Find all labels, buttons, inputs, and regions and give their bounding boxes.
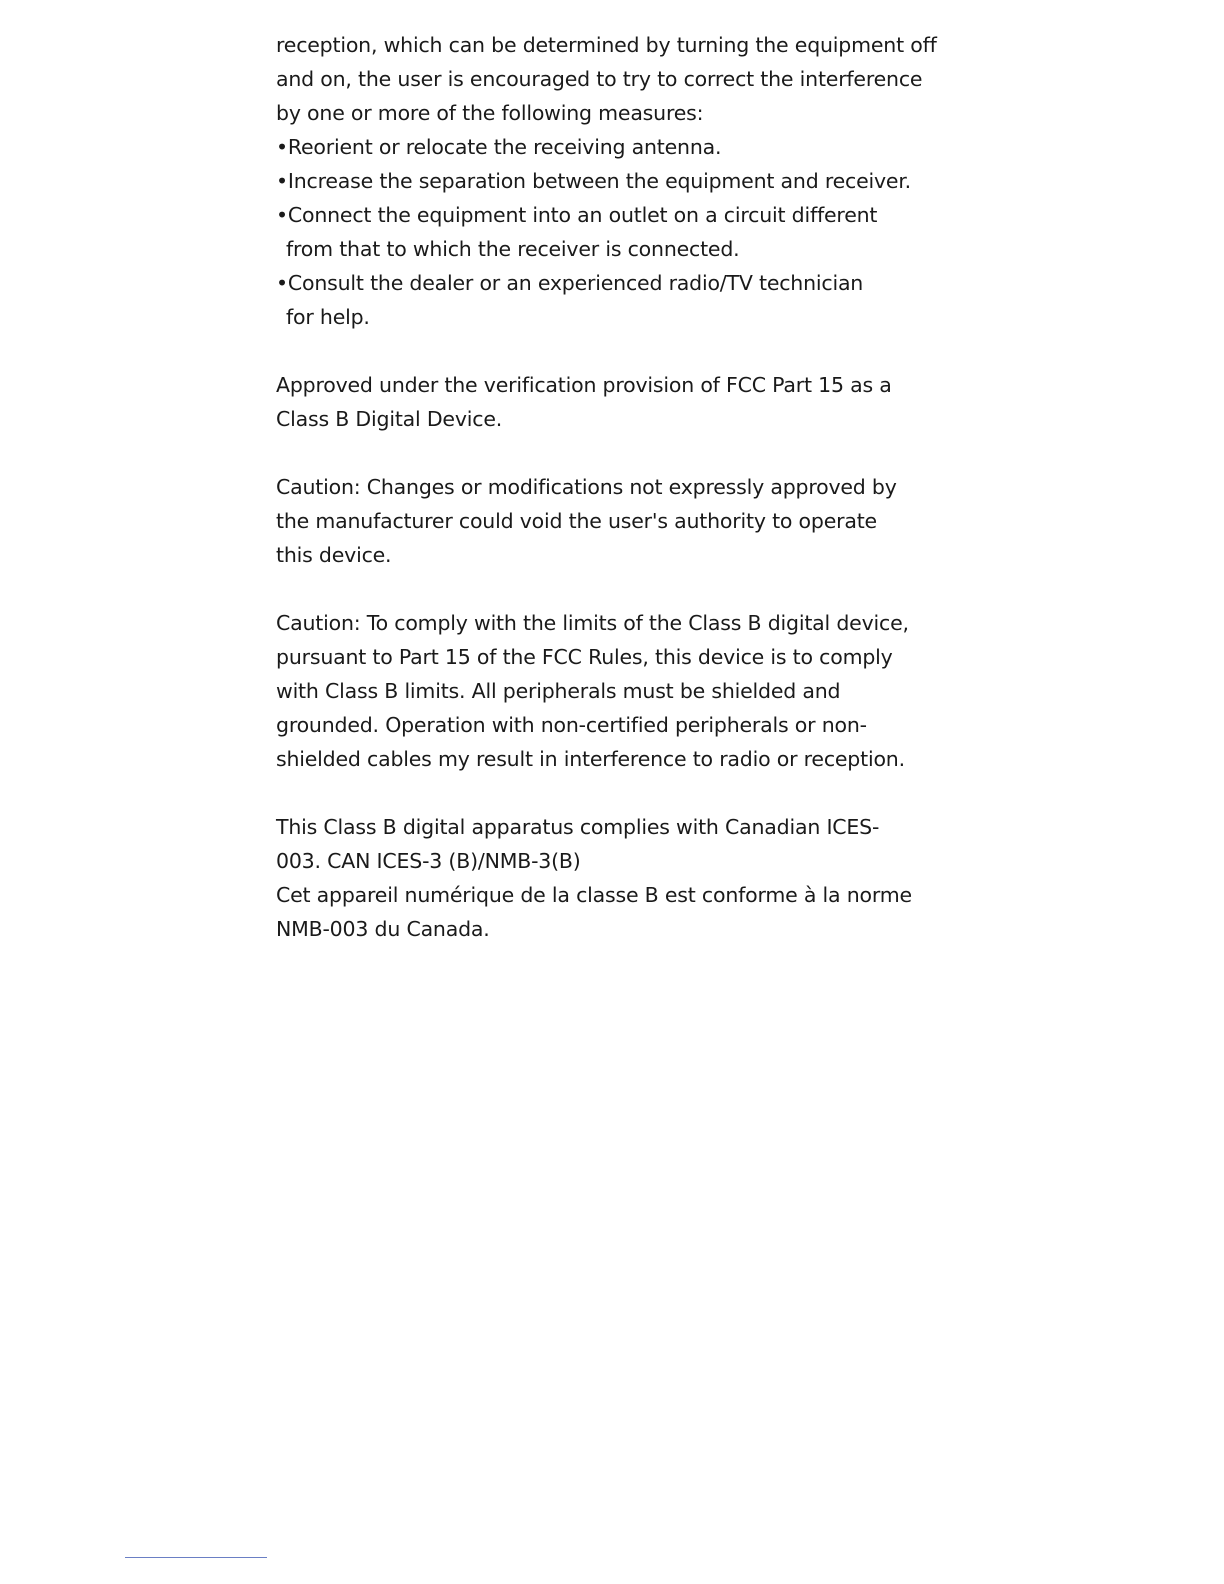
- bullet-item: •Consult the dealer or an experienced radio/TV technician: [276, 271, 864, 295]
- text-line: shielded cables my result in interference to radio or reception.: [276, 747, 905, 771]
- text-line: Class B Digital Device.: [276, 407, 503, 431]
- fcc-approval-paragraph: [276, 368, 976, 436]
- paragraph-spacer: [276, 436, 976, 470]
- bullet-item: •Reorient or relocate the receiving antenna.: [276, 135, 722, 159]
- paragraph-spacer: [276, 776, 976, 810]
- caution-modifications-paragraph: [276, 470, 976, 572]
- text-line: 003. CAN ICES-3 (B)/NMB-3(B): [276, 849, 581, 873]
- bullet-continuation: for help.: [286, 305, 370, 329]
- bullet-item: •Increase the separation between the equipment and receiver.: [276, 169, 912, 193]
- text-line: by one or more of the following measures:: [276, 101, 704, 125]
- caution-limits-paragraph: [276, 606, 976, 776]
- text-line: Cet appareil numérique de la classe B est conforme à la norme: [276, 883, 912, 907]
- paragraph-spacer: [276, 572, 976, 606]
- paragraph-spacer: [276, 334, 976, 368]
- text-line: this device.: [276, 543, 392, 567]
- bullet-item: •Connect the equipment into an outlet on a circuit different: [276, 203, 878, 227]
- text-line: NMB-003 du Canada.: [276, 917, 490, 941]
- text-line: Approved under the verification provision of FCC Part 15 as a: [276, 373, 892, 397]
- footnote-divider: [125, 1557, 267, 1558]
- canada-compliance-paragraph: [276, 810, 976, 946]
- text-line: reception, which can be determined by turning the equipment off: [276, 33, 937, 57]
- text-line: pursuant to Part 15 of the FCC Rules, this device is to comply: [276, 645, 893, 669]
- text-line: and on, the user is encouraged to try to correct the interference: [276, 67, 923, 91]
- bullet-continuation: from that to which the receiver is connected.: [286, 237, 740, 261]
- text-line: This Class B digital apparatus complies with Canadian ICES-: [276, 815, 880, 839]
- text-line: the manufacturer could void the user's authority to operate: [276, 509, 877, 533]
- text-line: with Class B limits. All peripherals must be shielded and: [276, 679, 841, 703]
- interference-measures-paragraph: [276, 28, 976, 334]
- text-line: grounded. Operation with non-certified peripherals or non-: [276, 713, 867, 737]
- document-body: [276, 28, 976, 946]
- text-line: Caution: Changes or modifications not expressly approved by: [276, 475, 897, 499]
- text-line: Caution: To comply with the limits of the Class B digital device,: [276, 611, 909, 635]
